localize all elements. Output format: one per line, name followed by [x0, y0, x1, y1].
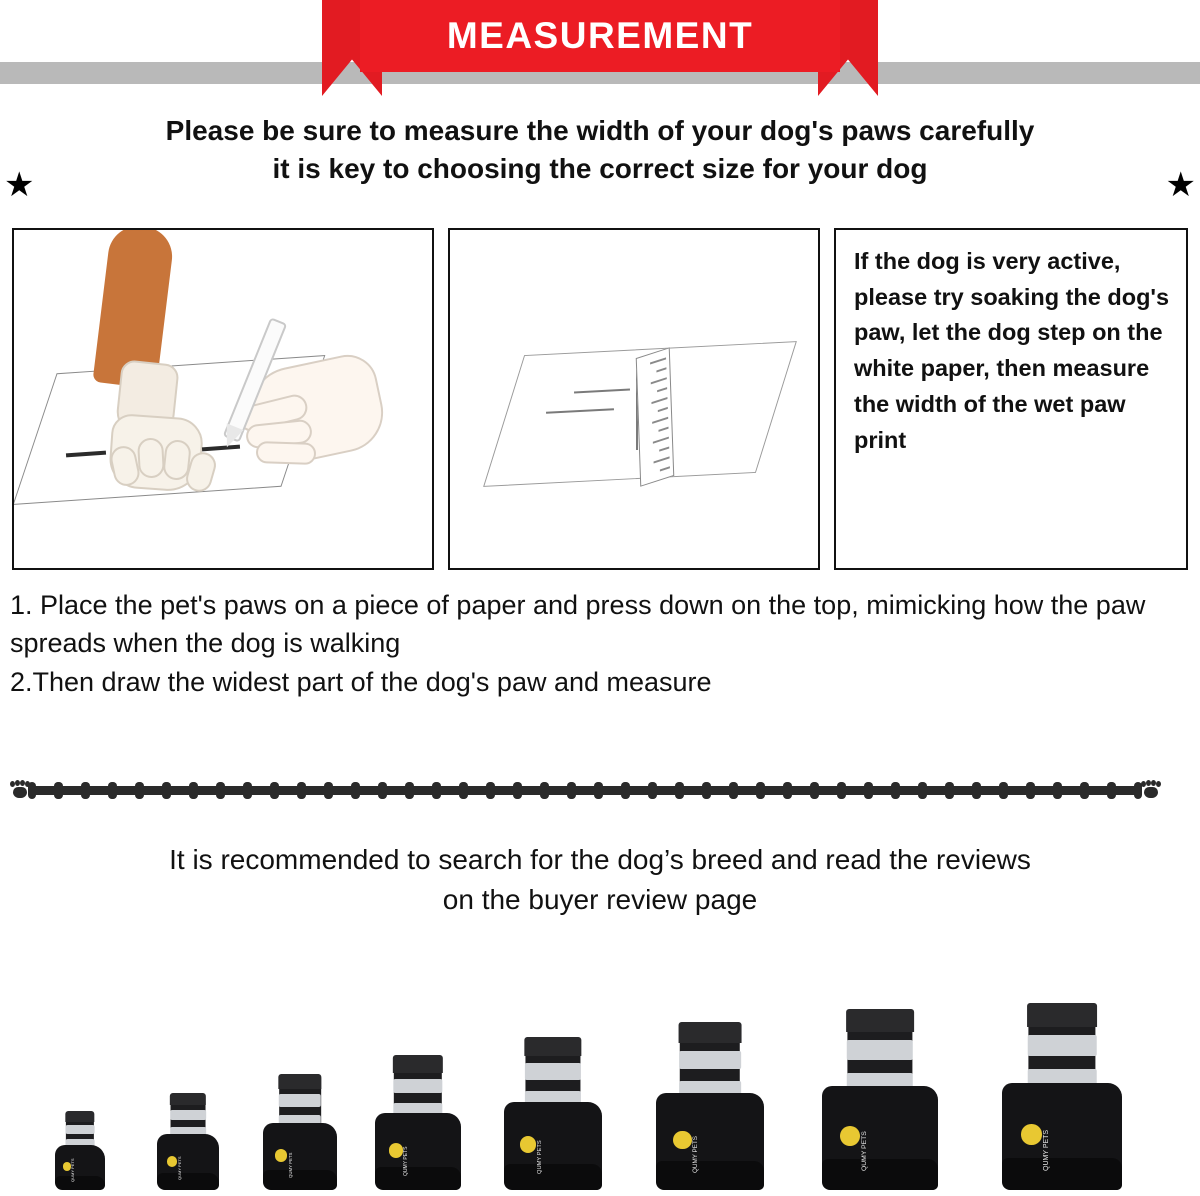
boot-paw-logo [673, 1131, 691, 1149]
boot-brand-label: QUMY PETS [1043, 1129, 1050, 1171]
boot-sole [263, 1170, 337, 1190]
boot-reflective-band-upper [847, 1040, 913, 1060]
step-1: 1. Place the pet's paws on a piece of paper and press down on the top, mimicking how the paw spreads when the dog is walking [10, 590, 1146, 659]
note-text: If the dog is very active, please try soaking the dog's paw, let the dog step on the white paper, then measure the width of the wet paw print [854, 248, 1170, 453]
boot-brand-label: QUMY PETS [537, 1140, 544, 1175]
boot-sole [375, 1167, 461, 1190]
ribbon-body [360, 0, 840, 72]
boot-size-4 [375, 1035, 461, 1190]
boot-size-6 [656, 997, 764, 1191]
recommendation [0, 840, 1200, 920]
boot-top-cuff [170, 1093, 206, 1106]
boot-size-3 [263, 1057, 337, 1190]
panel-ruler-measure [448, 228, 820, 570]
boot-brand-label: QUMY PETS [861, 1131, 869, 1172]
ruler-icon [636, 347, 675, 487]
boot-sole [656, 1161, 764, 1190]
boot-reflective-band-upper [279, 1094, 321, 1107]
step-2: 2.Then draw the widest part of the dog's paw and measure [10, 666, 712, 697]
recommendation-line-2: on the buyer review page [442, 883, 758, 915]
hand-finger [256, 441, 317, 465]
boot-top-cuff [65, 1111, 94, 1121]
boot-reflective-band-upper [66, 1125, 95, 1134]
paw-icon [10, 780, 30, 800]
boot-sole [1002, 1158, 1122, 1190]
boot-reflective-band-upper [1028, 1035, 1097, 1055]
boot-paw-logo [167, 1156, 178, 1167]
boot-reflective-band-upper [525, 1063, 581, 1080]
headline-line-2: it is key to choosing the correct size for your dog [272, 152, 928, 184]
boot-size-1 [55, 1100, 105, 1190]
bone-divider [8, 776, 1192, 804]
bone-icon [1112, 786, 1138, 795]
measurement-ribbon [322, 0, 878, 96]
boot-top-cuff [278, 1074, 321, 1089]
boot-sole [504, 1164, 602, 1190]
recommendation-line-1: It is recommended to search for the dog’s breed and read the reviews [169, 844, 1031, 875]
boot-reflective-band-upper [170, 1110, 206, 1121]
boot-brand-label: QUMY PETS [692, 1135, 700, 1173]
headline-line-1: Please be sure to measure the width of your dog's paws carefully [165, 115, 1035, 146]
boot-brand-label: QUMY PETS [69, 1158, 75, 1182]
boot-top-cuff [846, 1009, 914, 1032]
boot-size-7 [822, 981, 938, 1190]
boot-reflective-band-upper [393, 1079, 442, 1094]
boot-paw-logo [520, 1136, 537, 1153]
boot-sole [55, 1176, 105, 1190]
boot-brand-label: QUMY PETS [403, 1146, 410, 1177]
boot-top-cuff [524, 1037, 581, 1057]
paw-icon [1141, 780, 1161, 800]
headline [0, 112, 1200, 188]
star-icon-left: ★ [4, 166, 35, 204]
boot-reflective-band-upper [679, 1051, 741, 1069]
boot-brand-label: QUMY PETS [176, 1156, 182, 1180]
star-icon-right: ★ [1165, 166, 1196, 204]
boot-top-cuff [393, 1055, 443, 1072]
boot-size-2 [157, 1078, 219, 1190]
banner-title: MEASUREMENT [446, 15, 754, 56]
panel-note [834, 228, 1188, 570]
illustration-panels [12, 228, 1188, 570]
paw-toe [137, 437, 165, 478]
boot-top-cuff [679, 1022, 742, 1044]
boot-top-cuff [1027, 1003, 1097, 1027]
panel-paw-trace [12, 228, 434, 570]
boot-size-lineup [0, 960, 1200, 1190]
boot-brand-label: QUMY PETS [287, 1152, 293, 1179]
steps-list [10, 586, 1192, 701]
boot-size-5 [504, 1014, 602, 1190]
boot-sole [157, 1173, 219, 1190]
boot-sole [822, 1159, 938, 1190]
boot-size-8 [1002, 975, 1122, 1190]
boot-paw-logo [389, 1143, 404, 1158]
boot-paw-logo [1021, 1124, 1041, 1144]
